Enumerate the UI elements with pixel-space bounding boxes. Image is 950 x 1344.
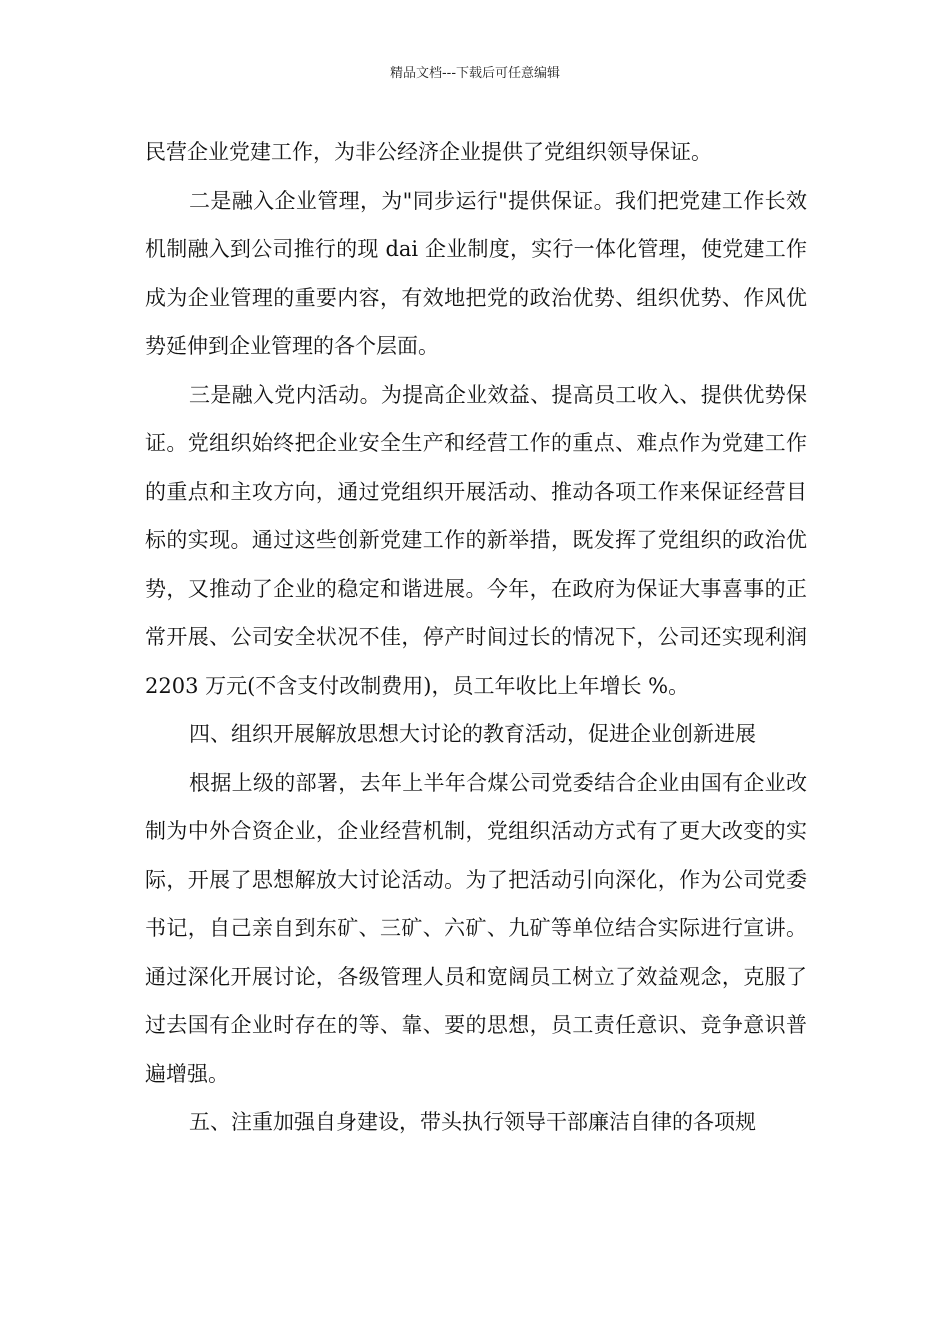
paragraph-deployment: 根据上级的部署，去年上半年合煤公司党委结合企业由国有企业改制为中外合资企业，企业经营机制，党组织活动方式有了更大改变的实际，开展了思想解放大讨论活动。为了把活动引向深化，作为公司党委书记，自己亲自到东矿、三矿、六矿、九矿等单位结合实际进行宣讲。通过深化开展讨论，各级管理人员和宽阔员工树立了效益观念，克服了过去国有企业时存在的等、靠、要的思想，员工责任意识、竞争意识普遍增强。 bbox=[145, 770, 807, 1086]
document-body bbox=[145, 128, 807, 1147]
paragraph-enterprise-management: 二是融入企业管理，为"同步运行"提供保证。我们把党建工作长效机制融入到公司推行的现 dai 企业制度，实行一体化管理，使党建工作成为企业管理的重要内容，有效地把党的政治优势、组织优势、作风优势延伸到企业管理的各个层面。 bbox=[145, 188, 807, 358]
paragraph-continuation: 民营企业党建工作，为非公经济企业提供了党组织领导保证。 bbox=[145, 140, 712, 164]
section-heading-five: 五、注重加强自身建设，带头执行领导干部廉洁自律的各项规 bbox=[189, 1110, 756, 1134]
section-heading-four: 四、组织开展解放思想大讨论的教育活动，促进企业创新进展 bbox=[189, 722, 756, 746]
paragraph-party-activities: 三是融入党内活动。为提高企业效益、提高员工收入、提供优势保证。党组织始终把企业安全生产和经营工作的重点、难点作为党建工作的重点和主攻方向，通过党组织开展活动、推动各项工作来保证经营目标的实现。通过这些创新党建工作的新举措，既发挥了党组织的政治优势，又推动了企业的稳定和谐进展。今年，在政府为保证大事喜事的正常开展、公司安全状况不佳，停产时间过长的情况下，公司还实现利润 2203 万元(不含支付改制费用)，员工年收比上年增长 %。 bbox=[145, 382, 807, 698]
page-header: 精品文档---下载后可任意编辑 bbox=[389, 66, 561, 81]
